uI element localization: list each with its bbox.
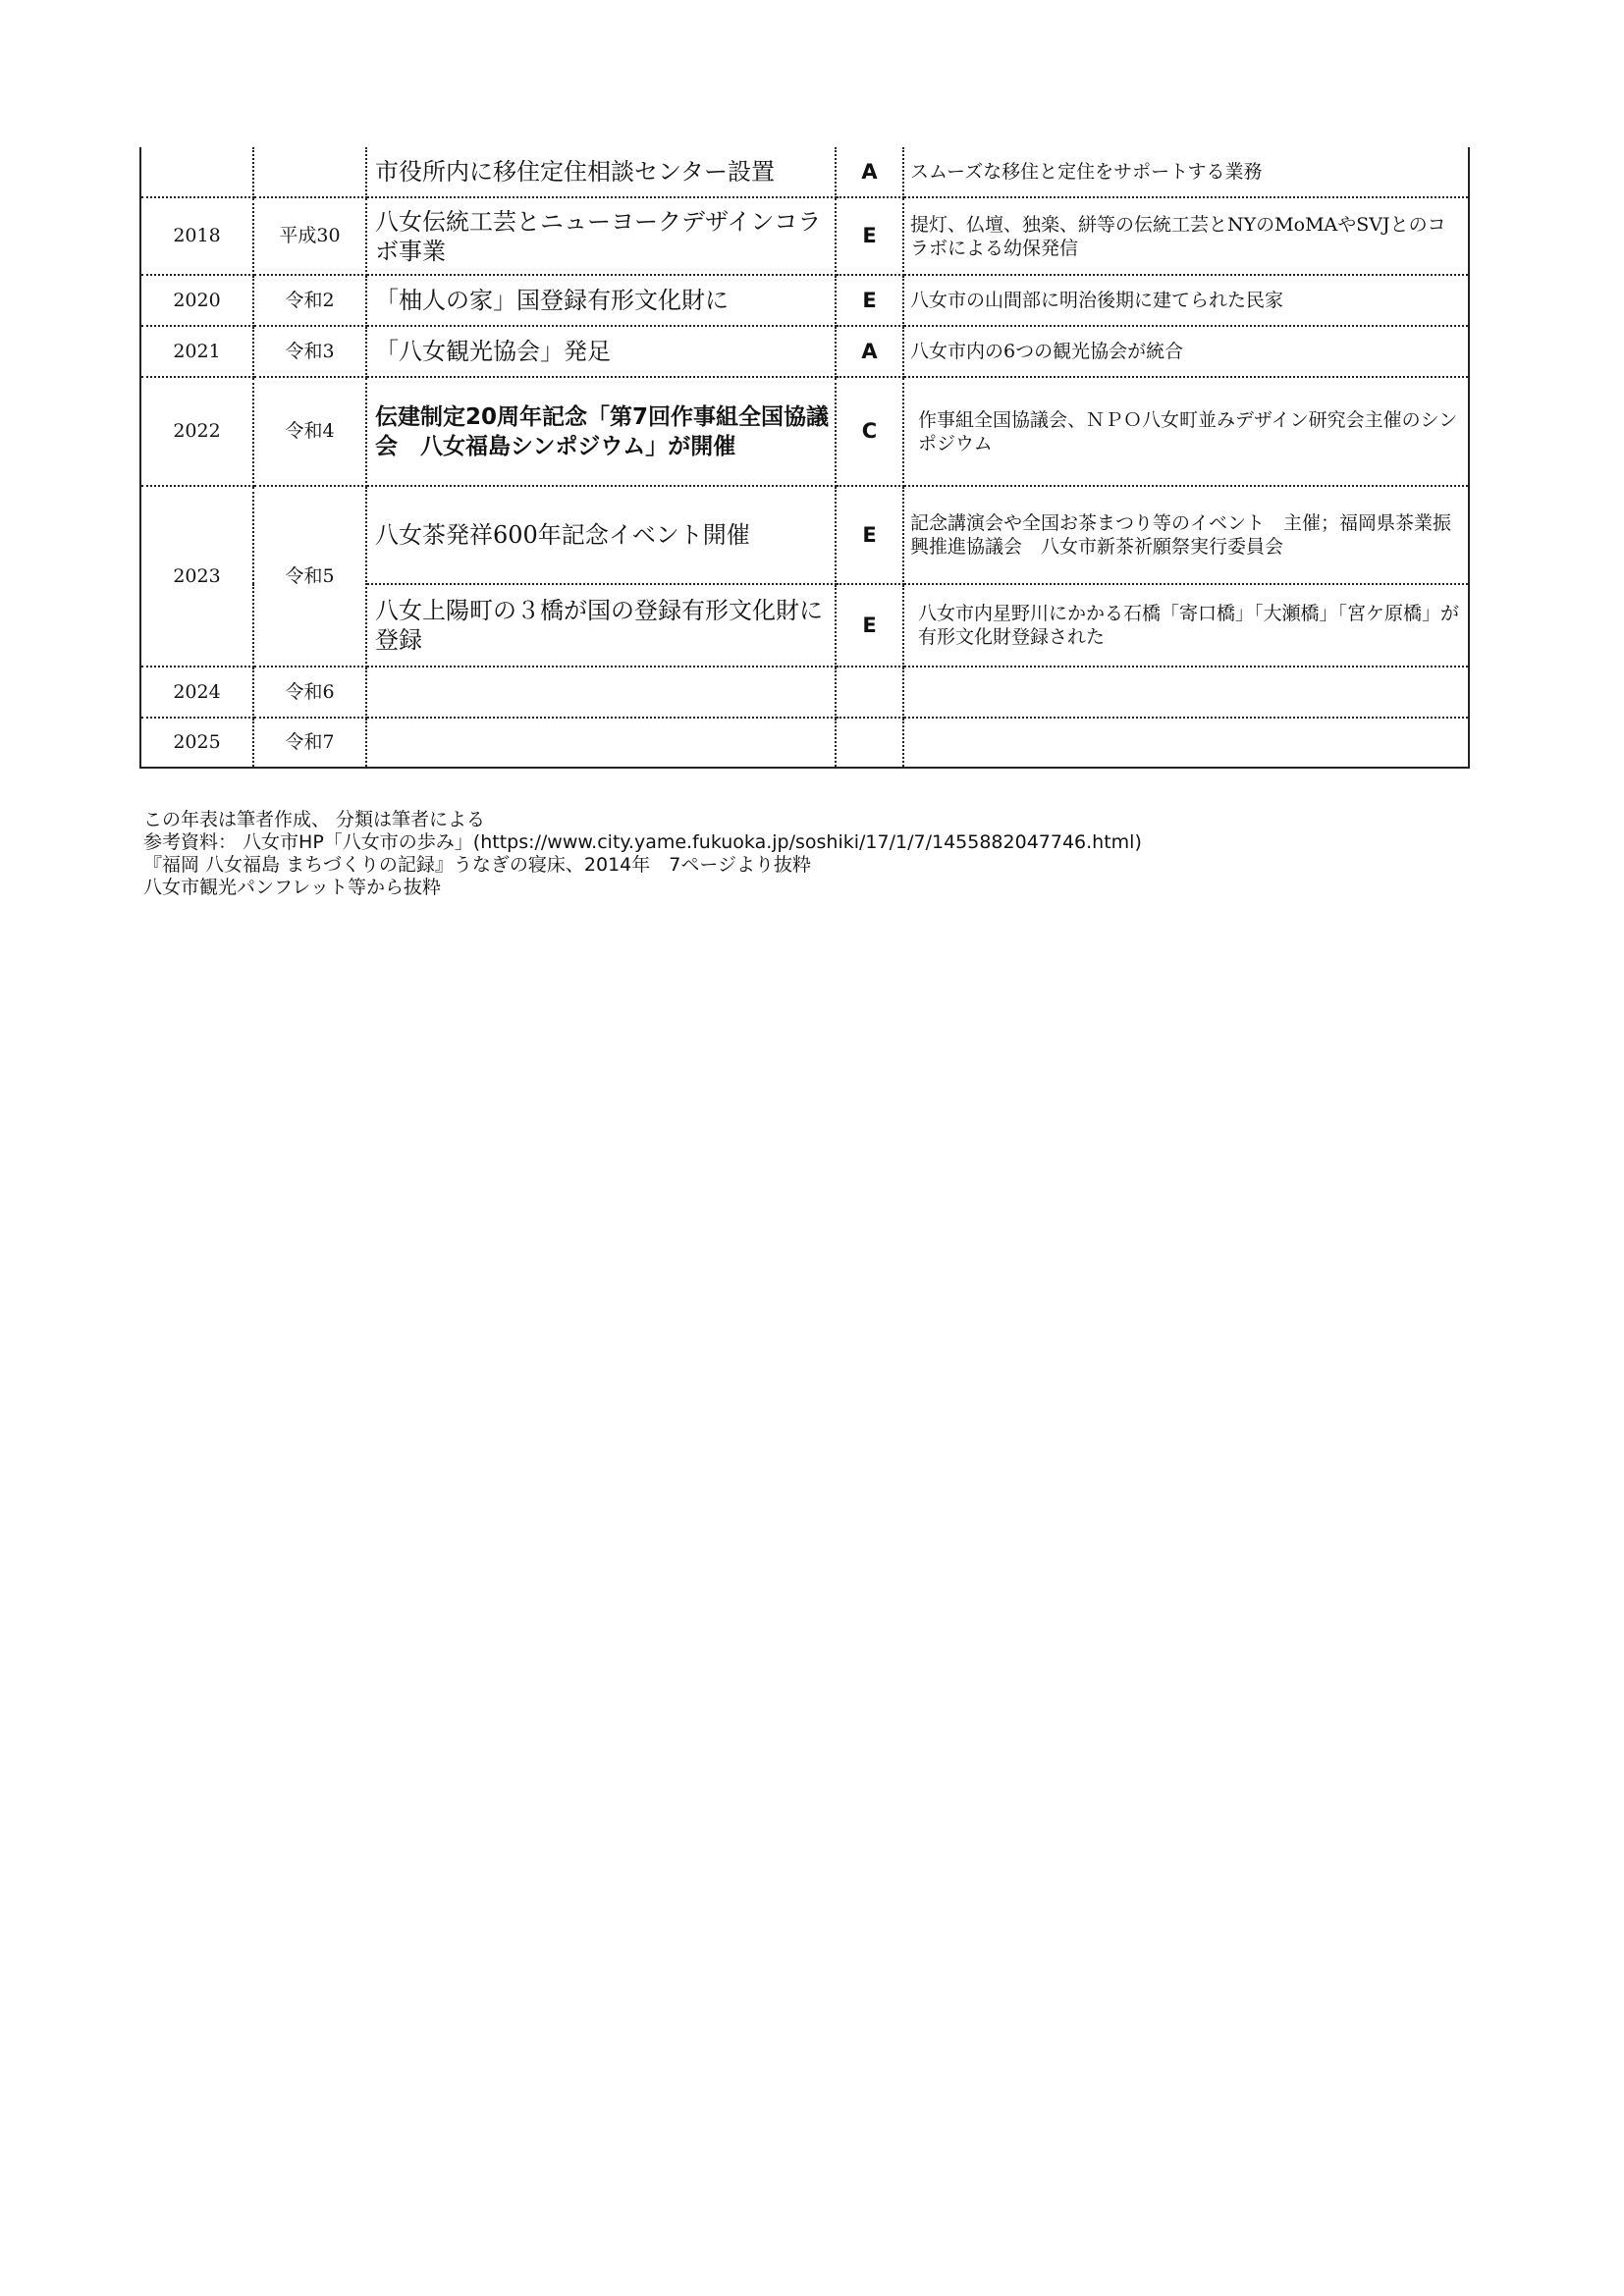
footnote-reference-pamphlet: 八女市観光パンフレット等から抜粋	[143, 877, 442, 898]
event-cell: 八女上陽町の３橋が国の登録有形文化財に登録	[366, 584, 836, 667]
table-row	[140, 197, 1469, 275]
era-cell: 令和5	[253, 486, 366, 667]
category-cell: E	[836, 275, 903, 326]
table-row	[140, 667, 1469, 718]
event-cell: 伝建制定20周年記念「第7回作事組全国協議会 八女福島シンポジウム」が開催	[366, 377, 836, 486]
note-cell: 八女市の山間部に明治後期に建てられた民家	[903, 275, 1469, 326]
year-cell: 2023	[140, 486, 253, 667]
category-cell: E	[836, 584, 903, 667]
event-cell: 「八女観光協会」発足	[366, 326, 836, 377]
era-cell	[253, 147, 366, 197]
footnote-authorship: この年表は筆者作成、 分類は筆者による	[143, 809, 486, 830]
year-cell: 2020	[140, 275, 253, 326]
category-cell: C	[836, 377, 903, 486]
note-cell: 八女市内星野川にかかる石橋「寄口橋」「大瀬橋」「宮ケ原橋」が有形文化財登録された	[903, 584, 1469, 667]
table-row	[140, 718, 1469, 768]
note-cell: 記念講演会や全国お茶まつり等のイベント 主催；福岡県茶業振興推進協議会 八女市新茶祈願祭実行委員会	[903, 486, 1469, 584]
note-cell	[903, 718, 1469, 768]
year-cell	[140, 147, 253, 197]
category-cell: E	[836, 197, 903, 275]
note-cell: 作事組全国協議会、ＮＰＯ八女町並みデザイン研究会主催のシンポジウム	[903, 377, 1469, 486]
table-row	[140, 326, 1469, 377]
era-cell: 令和2	[253, 275, 366, 326]
era-cell: 令和4	[253, 377, 366, 486]
category-cell: A	[836, 147, 903, 197]
note-cell	[903, 667, 1469, 718]
event-cell: 市役所内に移住定住相談センター設置	[366, 147, 836, 197]
table-row	[140, 275, 1469, 326]
table-row	[140, 377, 1469, 486]
note-cell: 提灯、仏壇、独楽、絣等の伝統工芸とNYのMoMAやSVJとのコラボによる幼保発信	[903, 197, 1469, 275]
footnotes	[143, 809, 1142, 899]
note-cell: 八女市内の6つの観光協会が統合	[903, 326, 1469, 377]
year-cell: 2024	[140, 667, 253, 718]
year-cell: 2018	[140, 197, 253, 275]
event-cell: 八女茶発祥600年記念イベント開催	[366, 486, 836, 584]
footnote-reference-book: 『福岡 八女福島 まちづくりの記録』うなぎの寝床、2014年 7ページより抜粋	[143, 854, 811, 876]
era-cell: 平成30	[253, 197, 366, 275]
table-row	[140, 147, 1469, 197]
year-cell: 2025	[140, 718, 253, 768]
era-cell: 令和7	[253, 718, 366, 768]
event-cell	[366, 718, 836, 768]
year-cell: 2021	[140, 326, 253, 377]
event-cell: 八女伝統工芸とニューヨークデザインコラボ事業	[366, 197, 836, 275]
era-cell: 令和3	[253, 326, 366, 377]
category-cell	[836, 667, 903, 718]
event-cell: 「柚人の家」国登録有形文化財に	[366, 275, 836, 326]
chronology-table	[139, 147, 1470, 769]
category-cell: E	[836, 486, 903, 584]
category-cell: A	[836, 326, 903, 377]
footnote-reference-website: 参考資料： 八女市HP「八女市の歩み」(https://www.city.yame.fukuoka.jp/soshiki/17/1/7/1455882047746.html)	[143, 831, 1142, 853]
table-row	[140, 486, 1469, 584]
era-cell: 令和6	[253, 667, 366, 718]
year-cell: 2022	[140, 377, 253, 486]
category-cell	[836, 718, 903, 768]
note-cell: スムーズな移住と定住をサポートする業務	[903, 147, 1469, 197]
event-cell	[366, 667, 836, 718]
